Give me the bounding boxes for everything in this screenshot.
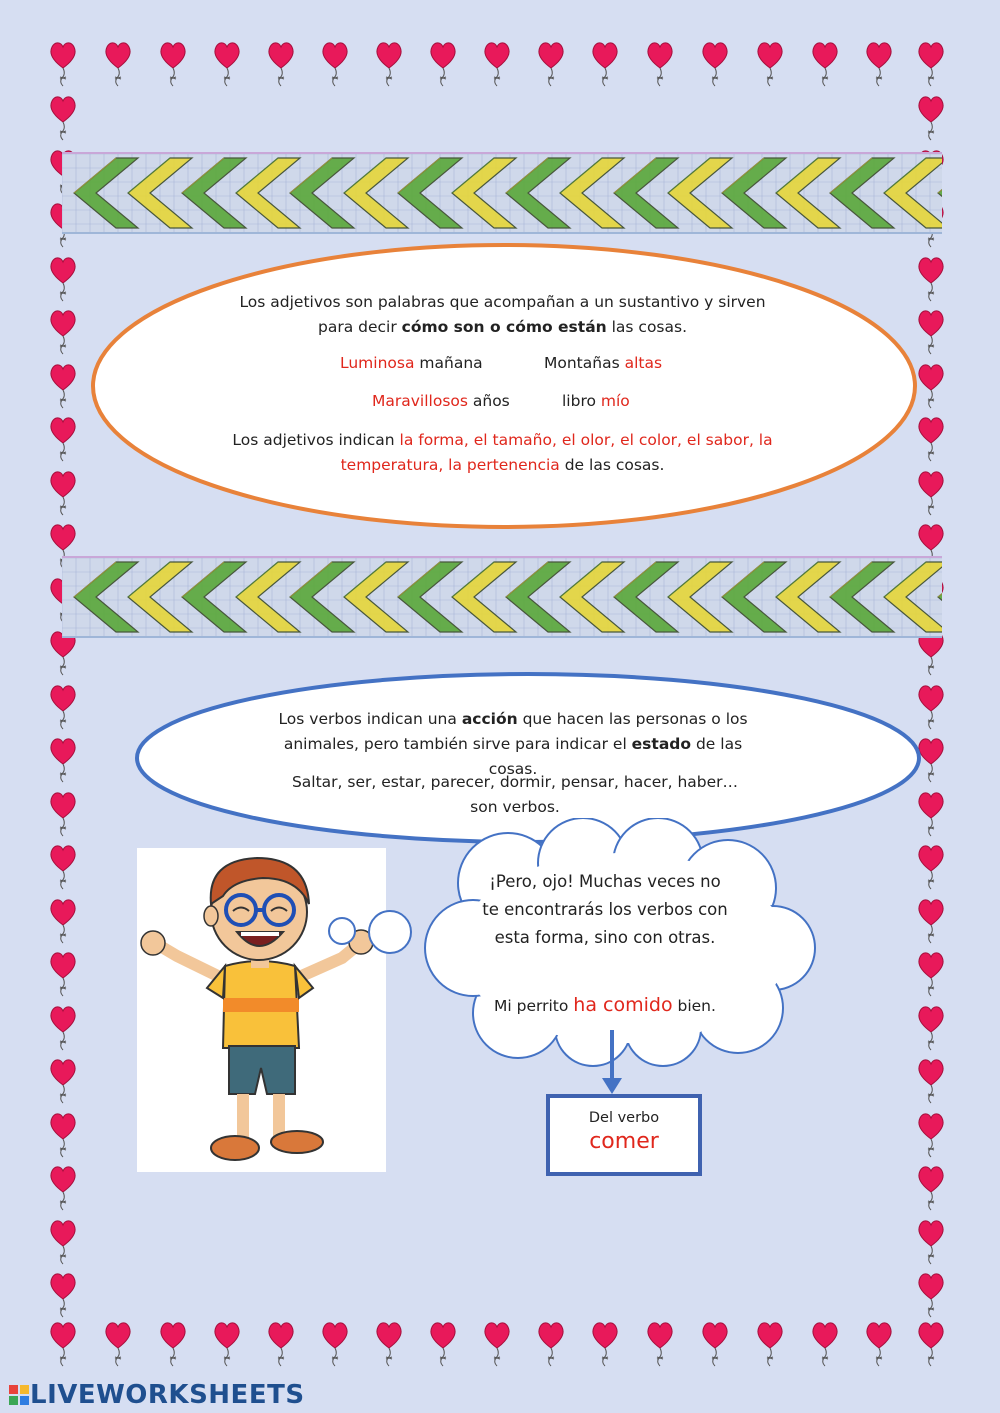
adjectives-ellipse	[88, 240, 920, 532]
heart-icon	[916, 92, 946, 142]
heart-icon	[48, 841, 78, 891]
example-2: Montañas altas	[544, 354, 663, 372]
heart-icon	[48, 1055, 78, 1105]
heart-icon	[916, 1216, 946, 1266]
heart-icon	[590, 38, 620, 88]
heart-icon	[536, 38, 566, 88]
heart-icon	[48, 1002, 78, 1052]
heart-icon	[48, 1318, 78, 1368]
heart-icon	[916, 306, 946, 356]
heart-icon	[916, 948, 946, 998]
decorative-band-middle	[62, 556, 942, 638]
heart-icon	[810, 1318, 840, 1368]
heart-icon	[916, 1318, 946, 1368]
heart-icon	[916, 413, 946, 463]
heart-icon	[158, 1318, 188, 1368]
heart-icon	[48, 467, 78, 517]
cloud-warning: ¡Pero, ojo! Muchas veces no te encontrarás los verbos con esta forma, sino con otras.	[482, 872, 728, 947]
heart-icon	[158, 38, 188, 88]
logo-icon	[8, 1384, 30, 1406]
liveworksheets-logo[interactable]	[8, 1380, 305, 1410]
heart-icon	[864, 38, 894, 88]
heart-icon	[700, 38, 730, 88]
verbs-examples: Saltar, ser, estar, parecer, dormir, pensar, hacer, haber… son verbos.	[291, 773, 739, 816]
adjectives-intro: Los adjetivos son palabras que acompañan a un sustantivo y sirven para decir cómo son o cómo están las cosas.	[239, 293, 766, 336]
verb-box	[546, 1094, 702, 1176]
heart-icon	[428, 1318, 458, 1368]
heart-icon	[916, 1269, 946, 1319]
heart-icon	[48, 1109, 78, 1159]
boy-icon	[137, 848, 386, 1172]
heart-icon	[916, 253, 946, 303]
heart-icon	[212, 1318, 242, 1368]
heart-icon	[48, 413, 78, 463]
heart-icon	[48, 253, 78, 303]
verb-box-label: Del verbo	[588, 1110, 660, 1126]
heart-icon	[645, 38, 675, 88]
boy-illustration	[137, 848, 386, 1172]
heart-icon	[916, 467, 946, 517]
heart-icon	[320, 38, 350, 88]
heart-icon	[428, 38, 458, 88]
heart-icon	[374, 1318, 404, 1368]
zigzag-pattern	[62, 154, 942, 232]
heart-icon	[755, 38, 785, 88]
heart-icon	[48, 895, 78, 945]
heart-icon	[755, 1318, 785, 1368]
heart-icon	[48, 1162, 78, 1212]
heart-icon	[212, 38, 242, 88]
heart-icon	[48, 38, 78, 88]
heart-icon	[48, 681, 78, 731]
heart-icon	[266, 38, 296, 88]
heart-icon	[536, 1318, 566, 1368]
heart-icon	[374, 38, 404, 88]
heart-icon	[916, 1055, 946, 1105]
heart-icon	[320, 1318, 350, 1368]
heart-icon	[645, 1318, 675, 1368]
heart-icon	[266, 1318, 296, 1368]
heart-icon	[48, 306, 78, 356]
decorative-band-top	[62, 152, 942, 234]
heart-icon	[48, 788, 78, 838]
heart-icon	[103, 38, 133, 88]
down-arrow-icon	[600, 1030, 624, 1096]
heart-icon	[48, 734, 78, 784]
example-4: libro mío	[562, 392, 630, 410]
heart-icon	[48, 948, 78, 998]
heart-icon	[48, 92, 78, 142]
zigzag-pattern	[62, 558, 942, 636]
heart-icon	[916, 1002, 946, 1052]
heart-icon	[482, 38, 512, 88]
heart-icon	[48, 1216, 78, 1266]
heart-icon	[916, 38, 946, 88]
heart-icon	[864, 1318, 894, 1368]
cloud-sentence: Mi perrito ha comido bien.	[494, 994, 716, 1016]
heart-icon	[590, 1318, 620, 1368]
heart-icon	[916, 1109, 946, 1159]
adjectives-indicate: Los adjetivos indican la forma, el tamaño, el olor, el color, el sabor, la temperatura, la pertenencia de las cosas.	[232, 431, 773, 474]
heart-icon	[48, 1269, 78, 1319]
heart-icon	[48, 360, 78, 410]
heart-icon	[916, 895, 946, 945]
heart-icon	[700, 1318, 730, 1368]
verb-box-verb: comer	[589, 1129, 659, 1154]
heart-icon	[810, 38, 840, 88]
example-1: Luminosa mañana	[340, 354, 483, 372]
verbs-definition: Los verbos indican una acción que hacen las personas o los animales, pero también sirve para indicar el estado de las cosas.	[278, 710, 748, 778]
heart-icon	[482, 1318, 512, 1368]
heart-icon	[916, 1162, 946, 1212]
thought-dots	[322, 905, 417, 960]
example-3: Maravillosos años	[372, 392, 510, 410]
logo-text: LIVEWORKSHEETS	[30, 1380, 305, 1410]
heart-icon	[916, 360, 946, 410]
heart-icon	[103, 1318, 133, 1368]
